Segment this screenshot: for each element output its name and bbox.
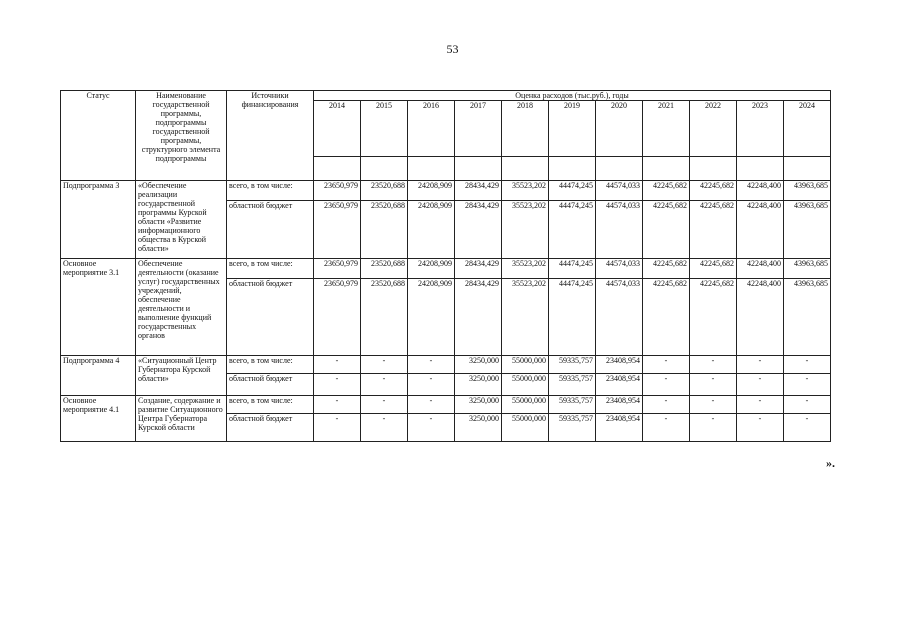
value-cell: 55000,000 (502, 414, 549, 442)
value-cell: 23650,979 (314, 259, 361, 279)
value-cell: - (737, 356, 784, 374)
value-cell: 44474,245 (549, 181, 596, 201)
value-cell: 24208,909 (408, 181, 455, 201)
value-cell: 35523,202 (502, 279, 549, 356)
value-cell: 42245,682 (690, 279, 737, 356)
value-cell: 55000,000 (502, 356, 549, 374)
value-cell: - (408, 414, 455, 442)
value-cell: - (690, 374, 737, 396)
header-spacer-cell (314, 157, 361, 181)
value-cell: 55000,000 (502, 396, 549, 414)
header-spacer-cell (596, 157, 643, 181)
header-spacer-cell (408, 157, 455, 181)
source-cell: всего, в том числе: (227, 181, 314, 201)
value-cell: - (643, 396, 690, 414)
value-cell: 44574,033 (596, 279, 643, 356)
value-cell: 23520,688 (361, 181, 408, 201)
header-spacer-cell (737, 157, 784, 181)
value-cell: 44574,033 (596, 201, 643, 259)
header-year: 2021 (643, 101, 690, 157)
source-cell: всего, в том числе: (227, 356, 314, 374)
value-cell: 23650,979 (314, 279, 361, 356)
value-cell: - (690, 356, 737, 374)
value-cell: - (643, 414, 690, 442)
page-number: 53 (446, 42, 459, 56)
value-cell: 43963,685 (784, 181, 831, 201)
value-cell: 59335,757 (549, 414, 596, 442)
header-spacer-cell (361, 157, 408, 181)
value-cell: 59335,757 (549, 374, 596, 396)
value-cell: 28434,429 (455, 201, 502, 259)
value-cell: - (361, 396, 408, 414)
budget-table (60, 90, 831, 442)
header-spacer-cell (690, 157, 737, 181)
header-year: 2015 (361, 101, 408, 157)
value-cell: - (784, 356, 831, 374)
header-name: Наименование государственной программы, подпрограммы государственной программы, структурного элемента подпрограммы (136, 91, 227, 181)
header-status: Статус (61, 91, 136, 181)
value-cell: 23408,954 (596, 356, 643, 374)
header-costs: Оценка расходов (тыс.руб.), годы (314, 91, 831, 101)
value-cell: 59335,757 (549, 396, 596, 414)
value-cell: 42245,682 (643, 201, 690, 259)
table-row (61, 396, 831, 414)
value-cell: 42245,682 (690, 201, 737, 259)
source-cell: областной бюджет (227, 279, 314, 356)
value-cell: 23408,954 (596, 414, 643, 442)
value-cell: 42245,682 (643, 279, 690, 356)
header-spacer-cell (502, 157, 549, 181)
value-cell: 28434,429 (455, 279, 502, 356)
value-cell: - (408, 356, 455, 374)
value-cell: 3250,000 (455, 414, 502, 442)
value-cell: 43963,685 (784, 279, 831, 356)
program-name-cell: «Ситуационный Центр Губернатора Курской области» (136, 356, 227, 396)
value-cell: 42245,682 (690, 181, 737, 201)
status-cell: Основное мероприятие 4.1 (61, 396, 136, 442)
value-cell: 24208,909 (408, 259, 455, 279)
value-cell: 23520,688 (361, 279, 408, 356)
value-cell: 24208,909 (408, 279, 455, 356)
program-name-cell: Создание, содержание и развитие Ситуационного Центра Губернатора Курской области (136, 396, 227, 442)
value-cell: - (643, 374, 690, 396)
value-cell: 43963,685 (784, 201, 831, 259)
header-year: 2019 (549, 101, 596, 157)
header-spacer-cell (643, 157, 690, 181)
header-year: 2014 (314, 101, 361, 157)
value-cell: 28434,429 (455, 181, 502, 201)
value-cell: - (408, 396, 455, 414)
source-cell: всего, в том числе: (227, 259, 314, 279)
value-cell: - (314, 356, 361, 374)
value-cell: - (314, 374, 361, 396)
value-cell: 44474,245 (549, 279, 596, 356)
value-cell: - (737, 414, 784, 442)
value-cell: 35523,202 (502, 181, 549, 201)
value-cell: 44474,245 (549, 201, 596, 259)
value-cell: 23408,954 (596, 374, 643, 396)
status-cell: Основное мероприятие 3.1 (61, 259, 136, 356)
header-spacer-cell (784, 157, 831, 181)
value-cell: 44574,033 (596, 181, 643, 201)
table-row (61, 259, 831, 279)
header-row (61, 91, 831, 101)
header-year: 2017 (455, 101, 502, 157)
value-cell: - (690, 414, 737, 442)
value-cell: 23650,979 (314, 181, 361, 201)
value-cell: - (784, 396, 831, 414)
value-cell: 23408,954 (596, 396, 643, 414)
value-cell: - (314, 414, 361, 442)
value-cell: 3250,000 (455, 374, 502, 396)
value-cell: 42248,400 (737, 279, 784, 356)
status-cell: Подпрограмма 4 (61, 356, 136, 396)
source-cell: всего, в том числе: (227, 396, 314, 414)
header-year: 2016 (408, 101, 455, 157)
closing-quote: ». (826, 456, 835, 470)
value-cell: 35523,202 (502, 259, 549, 279)
header-year: 2020 (596, 101, 643, 157)
table-row (61, 181, 831, 201)
value-cell: 44574,033 (596, 259, 643, 279)
value-cell: 3250,000 (455, 396, 502, 414)
header-year: 2023 (737, 101, 784, 157)
source-cell: областной бюджет (227, 374, 314, 396)
value-cell: 28434,429 (455, 259, 502, 279)
program-name-cell: Обеспечение деятельности (оказание услуг) государственных учреждений, обеспечение деятельности и выполнение функций государственных органов (136, 259, 227, 356)
value-cell: 42245,682 (690, 259, 737, 279)
value-cell: - (784, 374, 831, 396)
source-cell: областной бюджет (227, 201, 314, 259)
source-cell: областной бюджет (227, 414, 314, 442)
value-cell: 55000,000 (502, 374, 549, 396)
value-cell: - (690, 396, 737, 414)
value-cell: 42248,400 (737, 201, 784, 259)
value-cell: 23520,688 (361, 259, 408, 279)
value-cell: 23650,979 (314, 201, 361, 259)
header-sources: Источники финансирования (227, 91, 314, 181)
value-cell: 35523,202 (502, 201, 549, 259)
header-year: 2022 (690, 101, 737, 157)
value-cell: - (314, 396, 361, 414)
value-cell: - (361, 414, 408, 442)
value-cell: 3250,000 (455, 356, 502, 374)
header-spacer-cell (549, 157, 596, 181)
value-cell: 44474,245 (549, 259, 596, 279)
value-cell: - (408, 374, 455, 396)
value-cell: - (643, 356, 690, 374)
value-cell: - (737, 374, 784, 396)
value-cell: 42245,682 (643, 181, 690, 201)
value-cell: 42245,682 (643, 259, 690, 279)
program-name-cell: «Обеспечение реализации государственной программы Курской области «Развитие информационного общества в Курской области» (136, 181, 227, 259)
status-cell: Подпрограмма 3 (61, 181, 136, 259)
value-cell: 42248,400 (737, 259, 784, 279)
value-cell: 59335,757 (549, 356, 596, 374)
value-cell: - (361, 356, 408, 374)
value-cell: - (737, 396, 784, 414)
header-year: 2018 (502, 101, 549, 157)
header-year: 2024 (784, 101, 831, 157)
value-cell: 42248,400 (737, 181, 784, 201)
value-cell: - (784, 414, 831, 442)
value-cell: 24208,909 (408, 201, 455, 259)
value-cell: 23520,688 (361, 201, 408, 259)
value-cell: 43963,685 (784, 259, 831, 279)
header-spacer-cell (455, 157, 502, 181)
value-cell: - (361, 374, 408, 396)
table-row (61, 356, 831, 374)
